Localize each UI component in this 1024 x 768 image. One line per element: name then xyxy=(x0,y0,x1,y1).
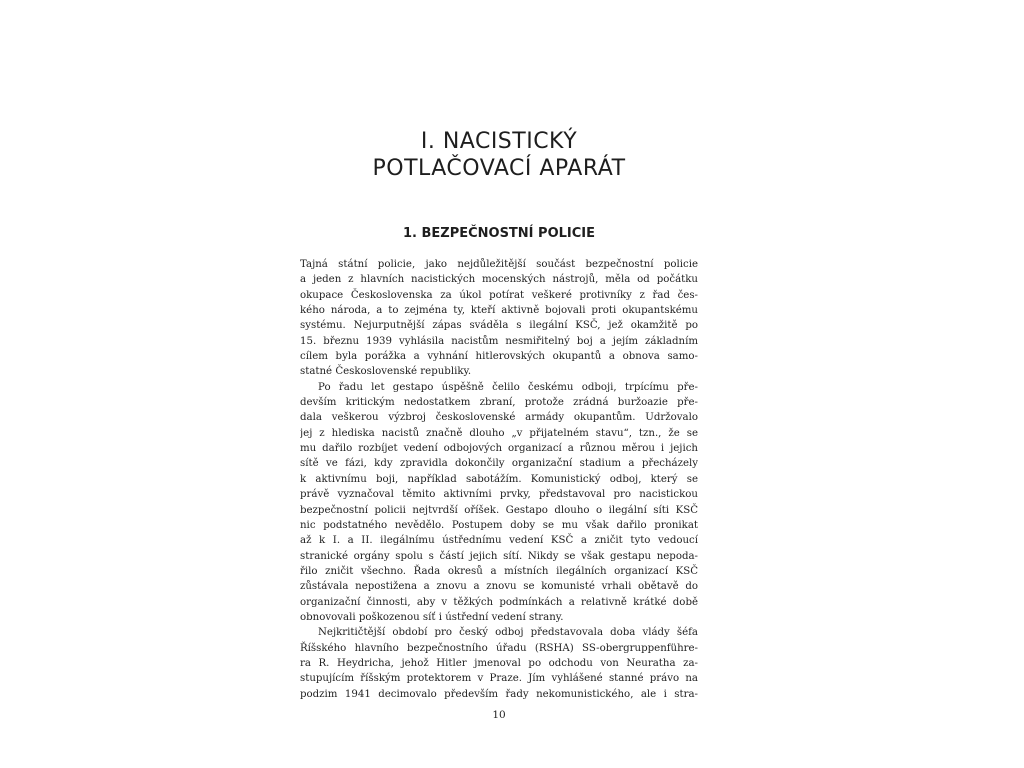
text-line: a jeden z hlavních nacistických mocenských nástrojů, měla od počátku xyxy=(300,274,698,286)
chapter-title xyxy=(300,128,698,182)
section-title: 1. BEZPEČNOSTNÍ POLICIE xyxy=(402,226,596,241)
text-line: dala veškerou výzbroj československé armády okupantům. Udržovalo xyxy=(300,412,698,424)
text-line: zůstávala nepostižena a znovu a znovu se komunisté vrhali obětavě do xyxy=(300,581,698,593)
text-line: stranické orgány spolu s částí jejich sítí. Nikdy se však gestapu nepoda- xyxy=(300,550,698,562)
text-line: okupace Československa za úkol potírat veškeré protivníky z řad čes- xyxy=(300,289,698,301)
paragraph xyxy=(300,380,698,626)
text-line: až k I. a II. ilegálnímu ústřednímu vedení KSČ a zničit tyto vedoucí xyxy=(300,535,698,547)
text-line: nic podstatného nevědělo. Postupem doby se mu však dařilo pronikat xyxy=(300,519,698,531)
text-line: cílem byla porážka a vyhnání hitlerovských okupantů a obnova samo- xyxy=(300,351,698,363)
text-line: Po řadu let gestapo úspěšně čelilo českému odboji, trpícímu pře- xyxy=(318,381,698,393)
text-line: řilo zničit všechno. Řada okresů a místních ilegálních organizací KSČ xyxy=(300,565,698,577)
text-line: mu dařilo rozbíjet vedení odbojových organizací a různou měrou i jejich xyxy=(300,443,698,455)
text-line: kého národa, a to zejména ty, kteří aktivně bojovali proti okupantskému xyxy=(300,305,698,317)
text-line: jej z hlediska nacistů značně dlouho „v přijatelném stavu“, tzn., že se xyxy=(300,427,698,439)
page-number: 10 xyxy=(492,709,506,721)
text-line: Tajná státní policie, jako nejdůležitější součást bezpečnostní policie xyxy=(300,259,698,270)
chapter-title-line-2: POTLAČOVACÍ APARÁT xyxy=(372,156,626,181)
text-line: obnovovali poškozenou síť i ústřední vedení strany. xyxy=(300,611,564,623)
paragraph xyxy=(300,625,698,702)
text-line: sítě ve fázi, kdy zpravidla dokončily organizační stadium a přecházely xyxy=(300,458,698,470)
text-line: právě vyznačoval těmito aktivními prvky, představoval pro nacistickou xyxy=(300,489,698,501)
body-text xyxy=(300,257,698,702)
text-line: bezpečnostní policii nejtvrdší oříšek. Gestapo dlouho o ilegální síti KSČ xyxy=(300,504,698,516)
text-line: organizační činnosti, aby v těžkých podmínkách a relativně krátké době xyxy=(300,596,698,608)
text-line: statné Československé republiky. xyxy=(300,366,472,378)
text-line: podzim 1941 decimovalo především řady nekomunistického, ale i stra- xyxy=(300,688,698,700)
paragraph xyxy=(300,257,698,380)
text-line: stupujícím říšským protektorem v Praze. Jím vyhlášené stanné právo na xyxy=(300,673,698,685)
text-line: ra R. Heydricha, jehož Hitler jmenoval po odchodu von Neuratha za- xyxy=(300,657,698,669)
text-line: 15. březnu 1939 vyhlásila nacistům nesmiřitelný boj a jejím základním xyxy=(300,335,698,347)
text-line: systému. Nejurputnější zápas sváděla s ilegální KSČ, jež okamžitě po xyxy=(300,320,698,332)
chapter-title-line-1: I. NACISTICKÝ xyxy=(420,129,578,154)
text-line: Nejkritičtější období pro český odboj představovala doba vlády šéfa xyxy=(318,627,698,639)
text-line: Říšského hlavního bezpečnostního úřadu (RSHA) SS-obergruppenführe- xyxy=(300,642,698,654)
text-line: k aktivnímu boji, například sabotážím. Komunistický odboj, který se xyxy=(300,473,698,485)
text-line: devším kritickým nedostatkem zbraní, protože zrádná buržoazie pře- xyxy=(300,397,698,409)
